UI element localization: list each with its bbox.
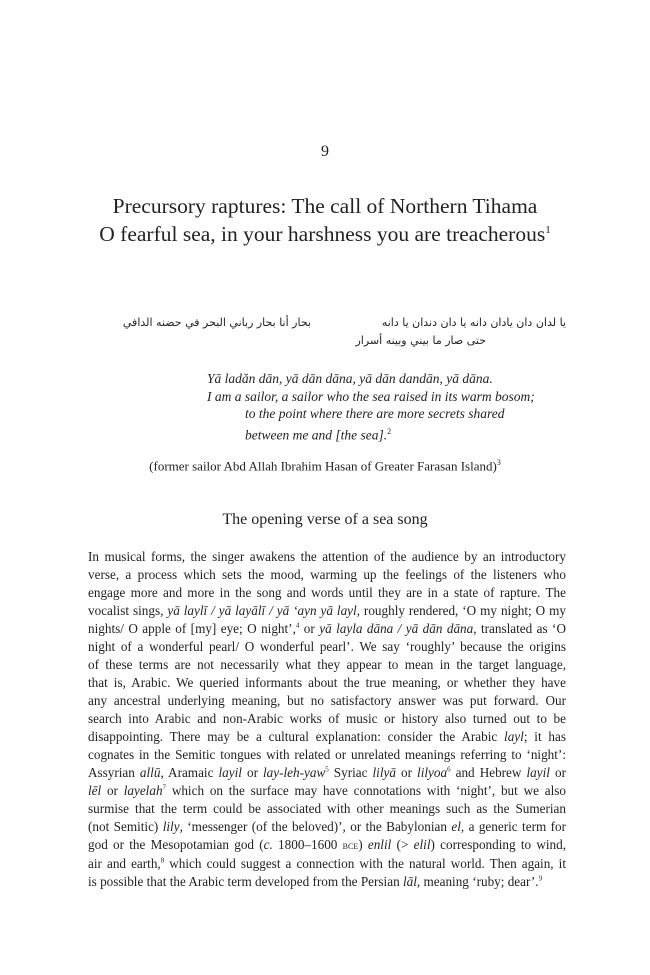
epigraph-translation-line3: [245, 423, 391, 445]
body-line: [88, 728, 566, 746]
footnote-ref[interactable]: 4: [295, 621, 300, 630]
text-run-italic: lay-leh-yaw: [263, 765, 326, 780]
text-run-italic: c.: [263, 837, 273, 852]
text-run-italic: lilyoa: [417, 765, 448, 780]
body-line: verse, a process which sets the mood, warming up the feelings of the listeners who: [88, 567, 566, 582]
text-run-italic: allū: [139, 765, 161, 780]
epigraph-translation-line3-text: between me and [the sea].: [245, 427, 388, 443]
text-run: (not Semitic): [88, 819, 163, 834]
text-run: (>: [391, 837, 414, 852]
footnote-ref[interactable]: 5: [325, 765, 329, 774]
section-heading: The opening verse of a sea song: [222, 511, 428, 528]
text-run: , ‘messenger (of the beloved)’, or the Babylonian: [179, 819, 452, 834]
footnote-ref[interactable]: 3: [496, 458, 501, 467]
chapter-number: 9: [321, 143, 329, 160]
text-run: or: [299, 621, 320, 636]
body-line: [88, 873, 566, 891]
body-line: [88, 602, 566, 620]
text-run-italic: lāl: [402, 874, 417, 889]
text-run-smallcaps: bce: [342, 840, 359, 852]
text-run: air and earth,: [88, 856, 161, 871]
text-run: disappointing. There may be a cultural explanation: consider the Arabic: [88, 729, 505, 744]
footnote-ref[interactable]: 7: [162, 783, 167, 792]
text-run-italic: layelah: [123, 783, 163, 798]
body-line: that is, Arabic. We queried informants about the true meaning, or whether they have: [88, 675, 566, 690]
epigraph-arabic-line2: حتى صار ما بيني وبينه أسرار: [355, 334, 486, 347]
text-run-italic: layl: [504, 729, 524, 744]
text-run: Assyrian: [88, 765, 140, 780]
text-run-italic: elil: [413, 837, 431, 852]
footnote-ref[interactable]: 8: [160, 856, 165, 865]
text-run: Syriac: [328, 765, 373, 780]
body-line: search into Arabic and non-Arabic works of music or history also turned out to be: [88, 711, 566, 726]
footnote-ref[interactable]: 2: [387, 427, 392, 436]
text-run: god or the Mesopotamian god (: [88, 837, 264, 852]
epigraph-arabic-line1a: يا لدان دان يادان دانه يا دان دندان يا دانه: [381, 316, 566, 329]
text-run: 1800–1600: [272, 837, 343, 852]
text-run-italic: yā layla dāna / yā dān dāna: [319, 621, 474, 636]
body-line: cognates in the Semitic tongues with related or unrelated meanings referring to ‘night’:: [88, 747, 566, 762]
text-run: or: [549, 765, 566, 780]
text-run: or: [101, 783, 124, 798]
body-line: engage more and more in the song and words until they are in a state of rapture. The: [88, 585, 566, 600]
text-run: is possible that the Arabic term developed from the Persian: [88, 874, 403, 889]
body-line: of these terms are not necessarily what they appear to mean in the target language,: [88, 657, 566, 672]
body-line: [88, 836, 566, 855]
footnote-ref[interactable]: 1: [545, 223, 551, 236]
text-run: , Aramaic: [160, 765, 219, 780]
footnote-ref[interactable]: 6: [447, 765, 451, 774]
text-run: ; it has: [523, 729, 566, 744]
epigraph-attribution-text: (former sailor Abd Allah Ibrahim Hasan of Greater Farasan Island): [149, 458, 497, 474]
text-run: vocalist sings,: [88, 603, 168, 618]
text-run-italic: yā laylī / yā layālī / yā ‘ayn yā layl: [167, 603, 357, 618]
epigraph-transliteration: Yā ladăn dān, yā dān dāna, yā dān dandān, yā dāna.: [207, 371, 493, 386]
text-run: , translated as ‘O: [473, 621, 566, 636]
text-run: ) corresponding to wind,: [430, 837, 566, 852]
text-run: , roughly rendered, ‘O my night; O my: [356, 603, 566, 618]
text-run-italic: layil: [526, 765, 550, 780]
text-run: , meaning ‘ruby; dear’.: [416, 874, 539, 889]
text-run-italic: lilyā: [372, 765, 396, 780]
epigraph-translation-line1: I am a sailor, a sailor who the sea raised in its warm bosom;: [207, 389, 535, 404]
text-run: which could suggest a connection with the natural world. Then again, it: [164, 856, 566, 871]
epigraph-translation-line2: to the point where there are more secrets shared: [245, 406, 505, 421]
text-run: and Hebrew: [450, 765, 527, 780]
text-run: , a generic term for: [460, 819, 566, 834]
text-run: or: [395, 765, 418, 780]
text-run: nights/ O apple of [my] eye; O night’,: [88, 621, 296, 636]
text-run-italic: layil: [218, 765, 242, 780]
body-line: In musical forms, the singer awakens the attention of the audience by an introductory: [88, 549, 566, 564]
chapter-title: [60, 192, 590, 248]
body-line: [88, 620, 566, 638]
epigraph-attribution: [0, 458, 650, 474]
body-line: surmise that the term could be associated with other meanings such as the Sumerian: [88, 801, 566, 816]
text-run-italic: el: [451, 819, 461, 834]
text-run-italic: lēl: [88, 783, 102, 798]
chapter-title-line1: Precursory raptures: The call of Northern Tihama: [112, 194, 538, 218]
text-run: ): [358, 837, 368, 852]
body-line: [88, 818, 566, 836]
body-line: [88, 855, 566, 873]
text-run-italic: enlil: [367, 837, 392, 852]
footnote-ref[interactable]: 9: [538, 874, 543, 883]
epigraph-arabic-line1b: بحار أنا بحار رباني البحر في حضنه الدافي: [122, 316, 311, 329]
body-line: [88, 764, 566, 782]
text-run-italic: lily: [162, 819, 180, 834]
text-run: which on the surface may have connotations with ‘night’, but we also: [166, 783, 566, 798]
chapter-title-line2: O fearful sea, in your harshness you are treacherous: [99, 222, 546, 246]
body-line: night of a wonderful pearl/ O wonderful pearl’. We say ‘roughly’ because the origins: [88, 639, 566, 654]
body-paragraph: [88, 548, 566, 891]
text-run: or: [241, 765, 263, 780]
body-line: [88, 782, 566, 800]
body-line: any ancestral underlying meaning, but no satisfactory answer was put forward. Our: [88, 693, 566, 708]
